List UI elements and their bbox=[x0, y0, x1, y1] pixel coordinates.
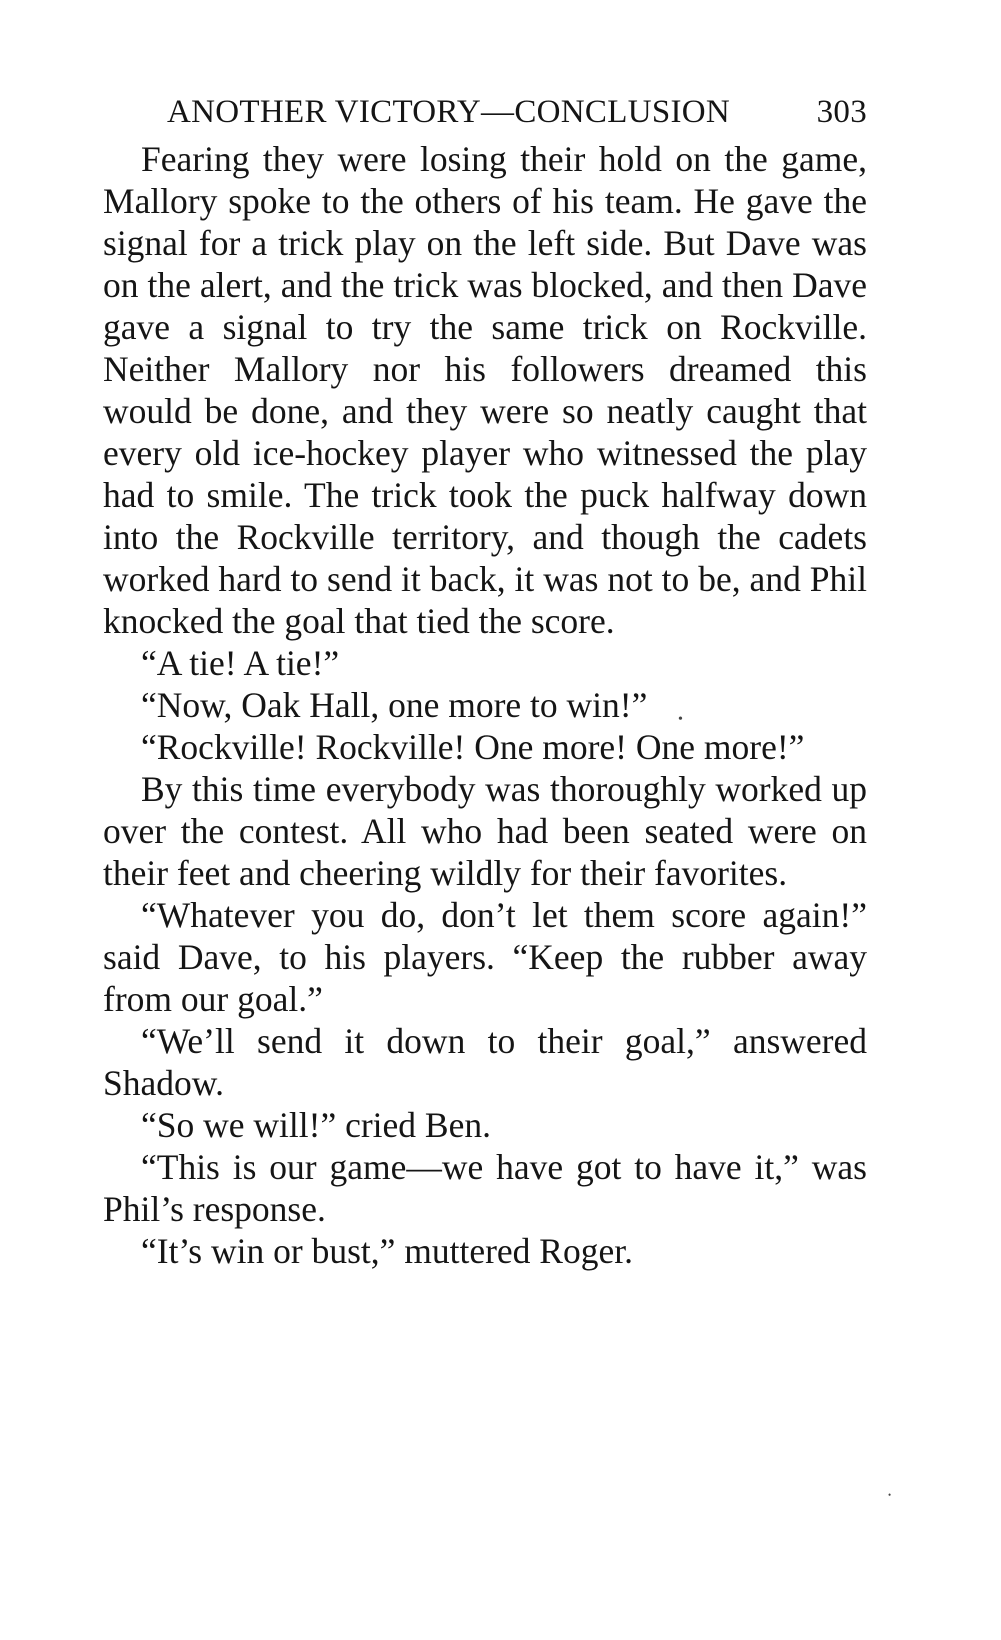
ink-speck: • bbox=[678, 712, 683, 727]
paragraph: “Now, Oak Hall, one more to win!” bbox=[141, 685, 648, 725]
body-text bbox=[103, 138, 867, 1272]
book-page bbox=[103, 88, 867, 1272]
paragraph: “Whatever you do, don’t let them score again!” said Dave, to his players. “Keep the rubber away from our goal.” bbox=[103, 895, 867, 1019]
page-number: 303 bbox=[816, 94, 867, 130]
paragraph: “This is our game—we have got to have it,” was Phil’s response. bbox=[103, 1147, 867, 1229]
paragraph: “It’s win or bust,” muttered Roger. bbox=[141, 1231, 633, 1271]
chapter-title: ANOTHER VICTORY—CONCLUSION bbox=[167, 94, 731, 130]
paragraph: “So we will!” cried Ben. bbox=[141, 1105, 491, 1145]
paragraph: “We’ll send it down to their goal,” answered Shadow. bbox=[103, 1021, 867, 1103]
ink-speck: • bbox=[888, 1490, 892, 1500]
paragraph: “Rockville! Rockville! One more! One more!” bbox=[141, 727, 805, 767]
paragraph: Fearing they were losing their hold on the game, Mallory spoke to the others of his team. He gave the signal for a trick play on the left side. But Dave was on the alert, and the trick was blocked, and then Dave gave a signal to try the same trick on Rockville. Neither Mallory nor his followers dreamed this would be done, and they were so neatly caught that every old ice-hockey player who witnessed the play had to smile. The trick took the puck halfway down into the Rockville territory, and though the cadets worked hard to send it back, it was not to be, and Phil knocked the goal that tied the score. bbox=[103, 139, 867, 641]
paragraph: By this time everybody was thoroughly worked up over the contest. All who had been seated were on their feet and cheering wildly for their favorites. bbox=[103, 769, 867, 893]
paragraph: “A tie! A tie!” bbox=[141, 643, 340, 683]
running-head bbox=[103, 88, 867, 138]
